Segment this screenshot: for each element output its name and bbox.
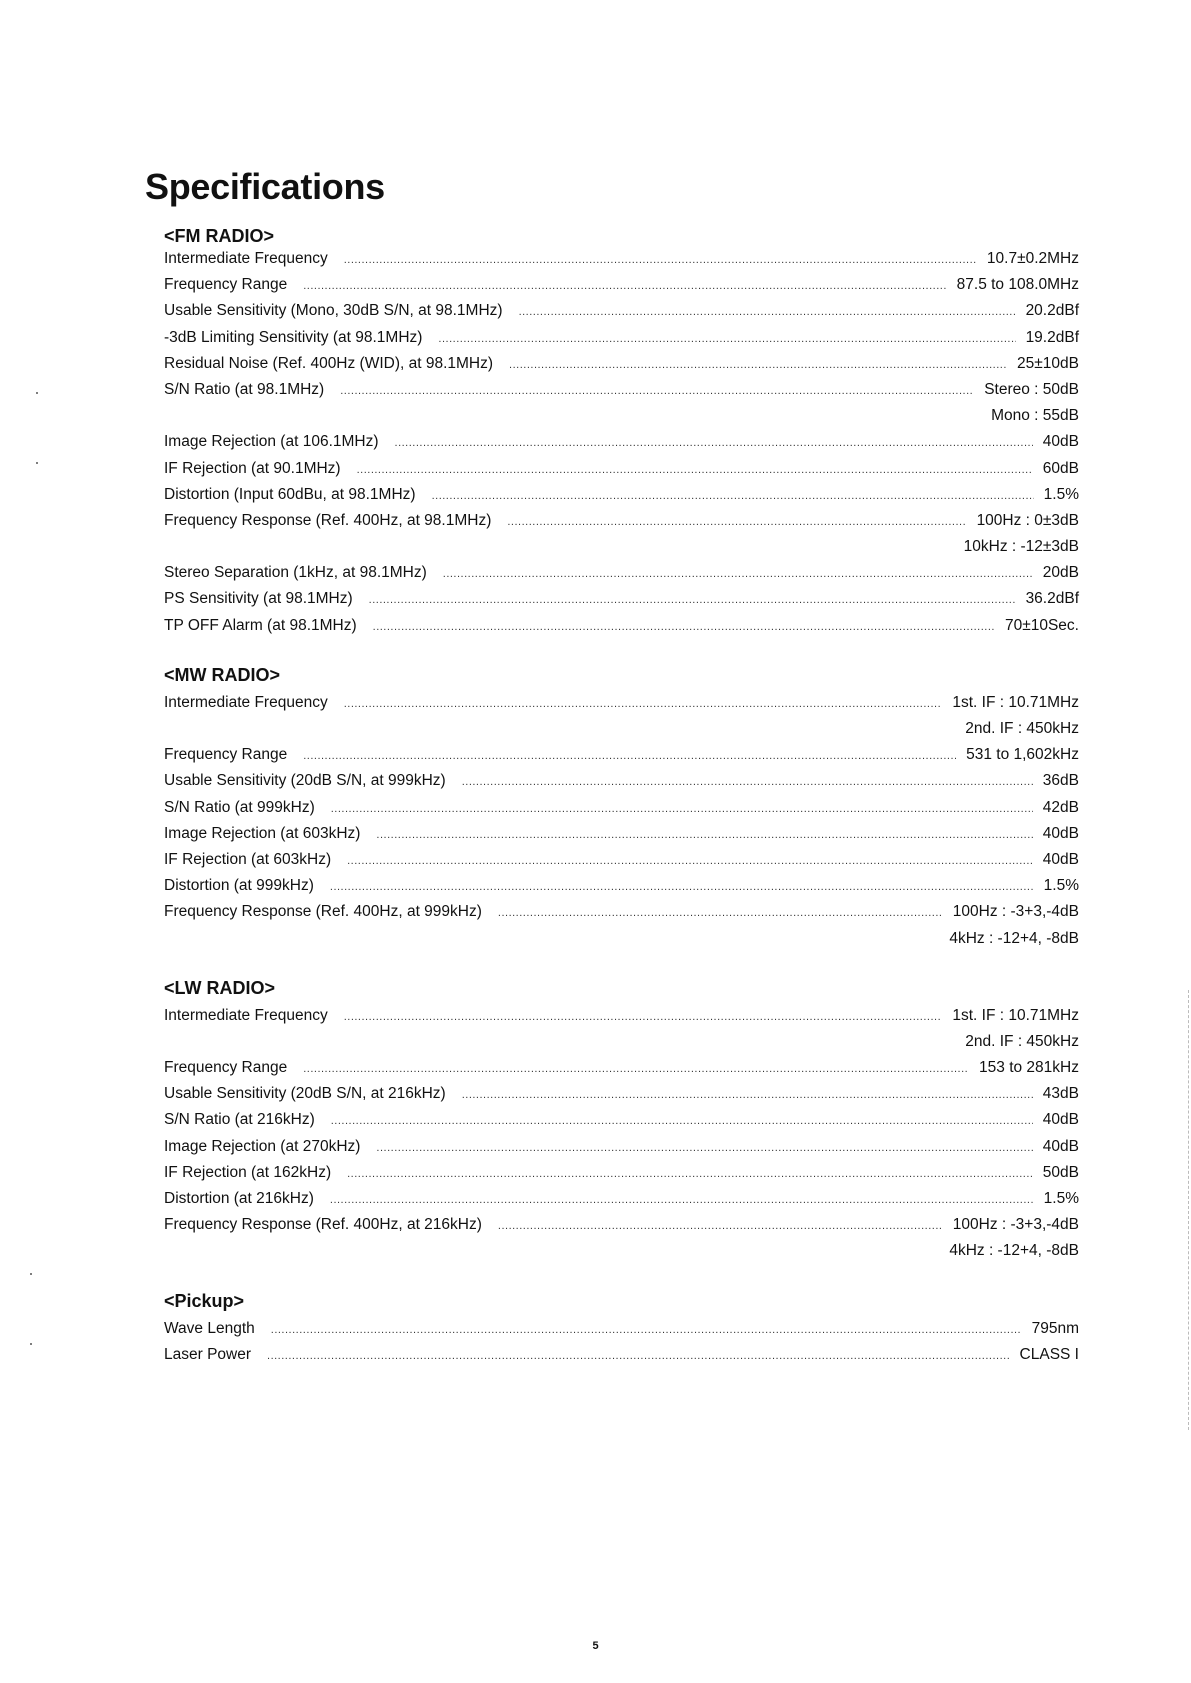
spec-value: 43dB bbox=[1042, 1085, 1079, 1103]
spec-row-continuation bbox=[164, 534, 1079, 560]
spec-label: PS Sensitivity (at 98.1MHz) bbox=[164, 590, 353, 608]
spec-value: 20.2dBf bbox=[1025, 302, 1079, 320]
dot-leader bbox=[267, 1343, 1010, 1369]
section-pickup bbox=[164, 1290, 1079, 1368]
dot-leader bbox=[357, 457, 1033, 483]
dot-leader bbox=[507, 509, 966, 535]
scan-edge-line bbox=[1187, 990, 1189, 1430]
dot-leader bbox=[432, 483, 1034, 509]
dot-leader bbox=[303, 743, 956, 769]
spec-row bbox=[164, 899, 1079, 925]
dot-leader bbox=[340, 378, 974, 404]
dot-leader bbox=[438, 326, 1015, 352]
section-mw-radio bbox=[164, 664, 1079, 952]
dot-leader bbox=[344, 691, 943, 717]
dot-leader bbox=[330, 1187, 1034, 1213]
spec-row bbox=[164, 1003, 1079, 1029]
spec-row-continuation bbox=[164, 403, 1079, 429]
spec-row bbox=[164, 298, 1079, 324]
spec-row bbox=[164, 377, 1079, 403]
spec-row bbox=[164, 1342, 1079, 1368]
spec-label: Distortion (Input 60dBu, at 98.1MHz) bbox=[164, 485, 416, 503]
dot-leader bbox=[395, 430, 1033, 456]
spec-value: 100Hz : -3+3,-4dB bbox=[952, 1216, 1079, 1234]
spec-row bbox=[164, 873, 1079, 899]
spec-row bbox=[164, 795, 1079, 821]
spec-value: 1st. IF : 10.71MHz bbox=[952, 1006, 1079, 1024]
spec-value: 36dB bbox=[1042, 772, 1079, 790]
spec-label: Frequency Range bbox=[164, 1059, 288, 1077]
spec-row bbox=[164, 1055, 1079, 1081]
dot-leader bbox=[271, 1317, 1022, 1343]
spec-row bbox=[164, 1107, 1079, 1133]
spec-value: 531 to 1,602kHz bbox=[966, 746, 1079, 764]
spec-value: 40dB bbox=[1042, 824, 1079, 842]
page-title: Specifications bbox=[145, 166, 385, 207]
page-number: 5 bbox=[592, 1640, 599, 1652]
spec-label: IF Rejection (at 603kHz) bbox=[164, 850, 332, 868]
spec-row bbox=[164, 1186, 1079, 1212]
spec-row bbox=[164, 351, 1079, 377]
scan-speck bbox=[36, 462, 38, 464]
spec-label: Usable Sensitivity (20dB S/N, at 999kHz) bbox=[164, 772, 446, 790]
spec-label: IF Rejection (at 162kHz) bbox=[164, 1163, 332, 1181]
spec-label: -3dB Limiting Sensitivity (at 98.1MHz) bbox=[164, 328, 423, 346]
dot-leader bbox=[498, 1213, 943, 1239]
section-lw-radio bbox=[164, 977, 1079, 1265]
scan-speck bbox=[30, 1273, 32, 1275]
spec-label: Image Rejection (at 603kHz) bbox=[164, 824, 361, 842]
spec-row bbox=[164, 1081, 1079, 1107]
spec-value: 4kHz : -12+4, -8dB bbox=[949, 1242, 1079, 1260]
spec-value: 1st. IF : 10.71MHz bbox=[952, 693, 1079, 711]
spec-label: Frequency Range bbox=[164, 746, 288, 764]
dot-leader bbox=[443, 561, 1033, 587]
dot-leader bbox=[376, 822, 1032, 848]
spec-row bbox=[164, 1160, 1079, 1186]
spec-value: 1.5% bbox=[1043, 485, 1079, 503]
spec-row-continuation bbox=[164, 1238, 1079, 1264]
spec-row bbox=[164, 246, 1079, 272]
spec-value: 4kHz : -12+4, -8dB bbox=[949, 929, 1079, 947]
spec-label: Distortion (at 999kHz) bbox=[164, 877, 314, 895]
spec-row-continuation bbox=[164, 926, 1079, 952]
spec-value: 10.7±0.2MHz bbox=[986, 250, 1079, 267]
spec-value: 87.5 to 108.0MHz bbox=[956, 276, 1079, 294]
spec-label: Image Rejection (at 270kHz) bbox=[164, 1137, 361, 1155]
dot-leader bbox=[331, 796, 1033, 822]
dot-leader bbox=[376, 1135, 1032, 1161]
spec-value: 70±10Sec. bbox=[1004, 616, 1079, 634]
spec-value: 100Hz : -3+3,-4dB bbox=[952, 903, 1079, 921]
section-title: <Pickup> bbox=[164, 1290, 245, 1311]
dot-leader bbox=[509, 352, 1007, 378]
spec-label: Laser Power bbox=[164, 1345, 252, 1363]
spec-value: Stereo : 50dB bbox=[984, 380, 1079, 398]
spec-value: 60dB bbox=[1042, 459, 1079, 477]
spec-value: 100Hz : 0±3dB bbox=[976, 511, 1079, 529]
section-title: <LW RADIO> bbox=[164, 977, 276, 998]
spec-value: 153 to 281kHz bbox=[979, 1059, 1079, 1077]
spec-label: Usable Sensitivity (20dB S/N, at 216kHz) bbox=[164, 1085, 446, 1103]
spec-row bbox=[164, 1316, 1079, 1342]
spec-value: 25±10dB bbox=[1017, 354, 1079, 372]
spec-value: 40dB bbox=[1042, 850, 1079, 868]
spec-row bbox=[164, 272, 1079, 298]
spec-row bbox=[164, 742, 1079, 768]
spec-label: Distortion (at 216kHz) bbox=[164, 1190, 314, 1207]
spec-label: Wave Length bbox=[164, 1319, 255, 1337]
spec-row bbox=[164, 508, 1079, 534]
spec-label: Stereo Separation (1kHz, at 98.1MHz) bbox=[164, 564, 427, 582]
spec-row bbox=[164, 768, 1079, 794]
spec-label: Image Rejection (at 106.1MHz) bbox=[164, 433, 379, 451]
spec-row bbox=[164, 847, 1079, 873]
spec-row bbox=[164, 325, 1079, 351]
spec-value: 795nm bbox=[1031, 1319, 1079, 1337]
spec-label: S/N Ratio (at 98.1MHz) bbox=[164, 380, 325, 398]
spec-row bbox=[164, 690, 1079, 716]
spec-value: 36.2dBf bbox=[1025, 590, 1079, 608]
section-title: <FM RADIO> bbox=[164, 226, 275, 246]
spec-label: Frequency Response (Ref. 400Hz, at 999kHz) bbox=[164, 903, 482, 921]
scan-speck bbox=[30, 1343, 32, 1345]
spec-value: 40dB bbox=[1042, 433, 1079, 451]
spec-row-continuation bbox=[164, 716, 1079, 742]
dot-leader bbox=[331, 1108, 1033, 1134]
dot-leader bbox=[373, 614, 995, 640]
dot-leader bbox=[369, 587, 1016, 613]
spec-value: 19.2dBf bbox=[1025, 328, 1079, 346]
spec-value: 42dB bbox=[1042, 798, 1079, 816]
spec-label: Intermediate Frequency bbox=[164, 1006, 328, 1024]
spec-label: S/N Ratio (at 999kHz) bbox=[164, 798, 315, 816]
spec-label: Residual Noise (Ref. 400Hz (WID), at 98.1MHz) bbox=[164, 354, 494, 372]
spec-row bbox=[164, 1212, 1079, 1238]
spec-value: 1.5% bbox=[1043, 877, 1079, 895]
spec-value: 20dB bbox=[1042, 564, 1079, 582]
spec-label: Intermediate Frequency bbox=[164, 250, 328, 267]
dot-leader bbox=[347, 848, 1033, 874]
dot-leader bbox=[519, 299, 1016, 325]
spec-value: 50dB bbox=[1042, 1163, 1079, 1181]
spec-value: Mono : 55dB bbox=[991, 407, 1079, 425]
spec-label: Usable Sensitivity (Mono, 30dB S/N, at 98.1MHz) bbox=[164, 302, 503, 320]
spec-row bbox=[164, 613, 1079, 639]
section-fm-radio bbox=[164, 226, 1079, 639]
spec-row-continuation bbox=[164, 1029, 1079, 1055]
spec-label: Frequency Response (Ref. 400Hz, at 98.1MHz) bbox=[164, 511, 492, 529]
dot-leader bbox=[330, 874, 1034, 900]
spec-value: 1.5% bbox=[1043, 1190, 1079, 1207]
spec-row bbox=[164, 482, 1079, 508]
scan-speck bbox=[36, 392, 38, 394]
spec-row bbox=[164, 456, 1079, 482]
spec-row bbox=[164, 1134, 1079, 1160]
dot-leader bbox=[303, 1056, 969, 1082]
spec-label: Intermediate Frequency bbox=[164, 693, 328, 711]
spec-value: 40dB bbox=[1042, 1137, 1079, 1155]
spec-label: S/N Ratio (at 216kHz) bbox=[164, 1111, 315, 1129]
dot-leader bbox=[498, 900, 943, 926]
spec-value: CLASS I bbox=[1019, 1345, 1079, 1363]
spec-label: IF Rejection (at 90.1MHz) bbox=[164, 459, 341, 477]
section-title: <MW RADIO> bbox=[164, 664, 281, 685]
dot-leader bbox=[344, 1004, 943, 1030]
spec-row bbox=[164, 821, 1079, 847]
dot-leader bbox=[303, 273, 946, 299]
spec-label: Frequency Response (Ref. 400Hz, at 216kHz) bbox=[164, 1216, 482, 1234]
dot-leader bbox=[347, 1161, 1033, 1187]
dot-leader bbox=[462, 769, 1033, 795]
spec-label: Frequency Range bbox=[164, 276, 288, 294]
spec-row bbox=[164, 560, 1079, 586]
spec-value: 2nd. IF : 450kHz bbox=[965, 1032, 1079, 1050]
spec-value: 40dB bbox=[1042, 1111, 1079, 1129]
dot-leader bbox=[462, 1082, 1033, 1108]
spec-content bbox=[164, 226, 1079, 1393]
spec-value: 10kHz : -12±3dB bbox=[963, 538, 1079, 556]
spec-row bbox=[164, 586, 1079, 612]
spec-label: TP OFF Alarm (at 98.1MHz) bbox=[164, 616, 357, 634]
dot-leader bbox=[344, 247, 977, 273]
spec-row bbox=[164, 429, 1079, 455]
spec-value: 2nd. IF : 450kHz bbox=[965, 720, 1079, 737]
